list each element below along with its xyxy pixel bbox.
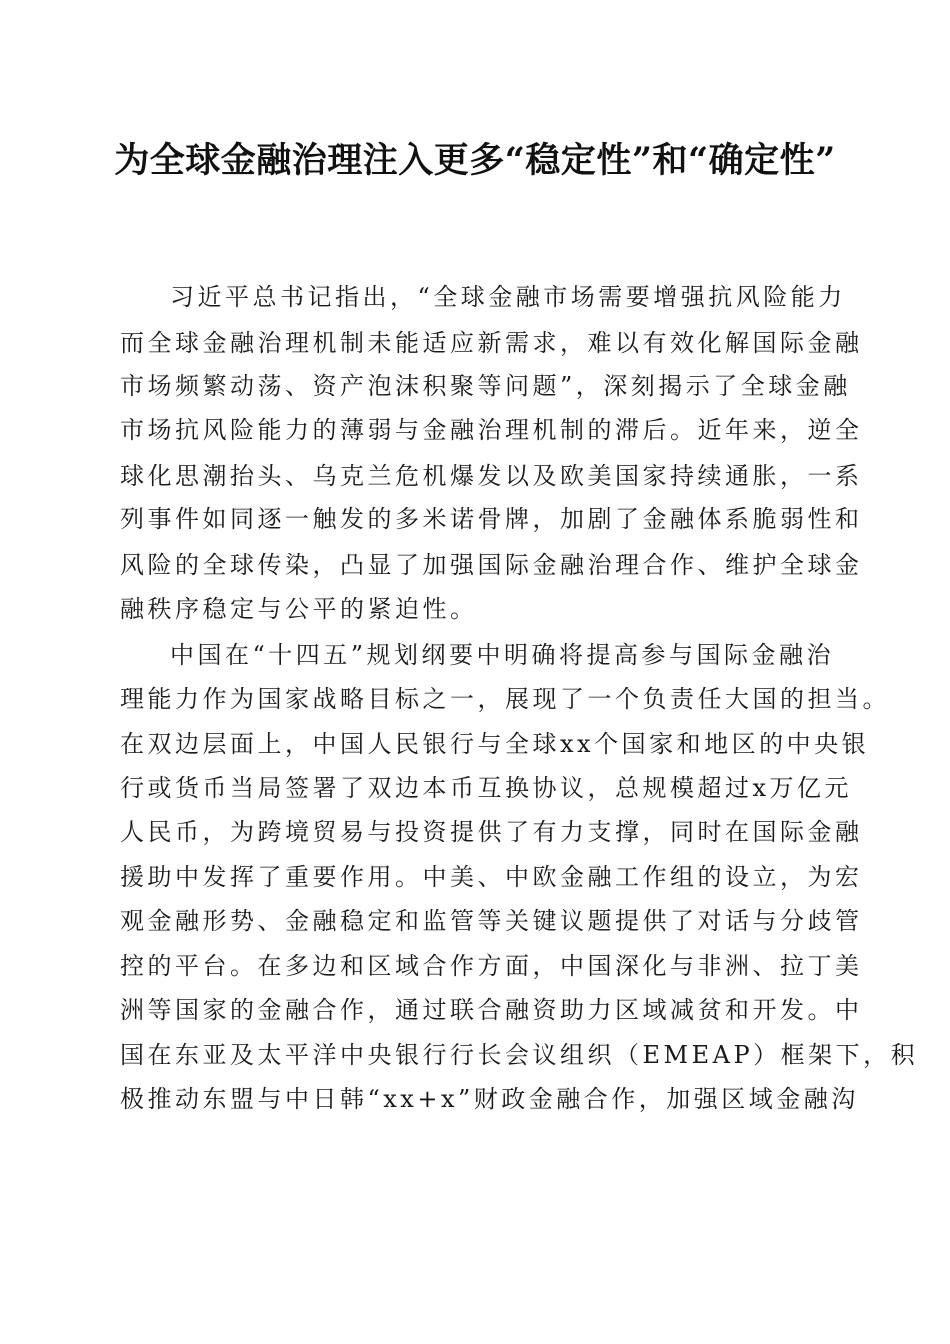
- paragraph-line: 市场抗风险能力的薄弱与金融治理机制的滞后。近年来，逆全: [120, 416, 863, 444]
- paragraph-line: 行或货币当局签署了双边本币互换协议，总规模超过x万亿元: [120, 774, 853, 802]
- paragraph-line: 国在东亚及太平洋中央银行行长会议组织（EMEAP）框架下，积: [120, 1041, 919, 1069]
- paragraph-line: 球化思潮抬头、乌克兰危机爆发以及欧美国家持续通胀，一系: [120, 462, 863, 490]
- document-title: 为全球金融治理注入更多“稳定性”和“确定性”: [114, 140, 836, 181]
- paragraph-line: 而全球金融治理机制未能适应新需求，难以有效化解国际金融: [120, 329, 863, 357]
- paragraph-line: 援助中发挥了重要作用。中美、中欧金融工作组的设立，为宏: [120, 863, 863, 891]
- paragraph-line: 人民币，为跨境贸易与投资提供了有力支撑，同时在国际金融: [120, 818, 863, 846]
- paragraph-line: 中国在“十四五”规划纲要中明确将提高参与国际金融治: [170, 641, 835, 669]
- paragraph-line: 融秩序稳定与公平的紧迫性。: [120, 595, 478, 623]
- paragraph-line: 习近平总书记指出，“全球金融市场需要增强抗风险能力: [170, 283, 846, 311]
- paragraph-line: 洲等国家的金融合作，通过联合融资助力区域减贫和开发。中: [120, 996, 863, 1024]
- paragraph-line: 在双边层面上，中国人民银行与全球xx个国家和地区的中央银: [120, 730, 870, 758]
- paragraph-line: 理能力作为国家战略目标之一，展现了一个负责任大国的担当。: [120, 685, 890, 713]
- paragraph-line: 列事件如同逐一触发的多米诺骨牌，加剧了金融体系脆弱性和: [120, 505, 863, 533]
- paragraph-line: 市场频繁动荡、资产泡沫积聚等问题”，深刻揭示了全球金融: [120, 372, 851, 400]
- paragraph-line: 控的平台。在多边和区域合作方面，中国深化与非洲、拉丁美: [120, 952, 863, 980]
- paragraph-line: 极推动东盟与中日韩“xx+x”财政金融合作，加强区域金融沟: [120, 1085, 859, 1113]
- paragraph-line: 观金融形势、金融稳定和监管等关键议题提供了对话与分歧管: [120, 907, 863, 935]
- paragraph-line: 风险的全球传染，凸显了加强国际金融治理合作、维护全球金: [120, 551, 863, 579]
